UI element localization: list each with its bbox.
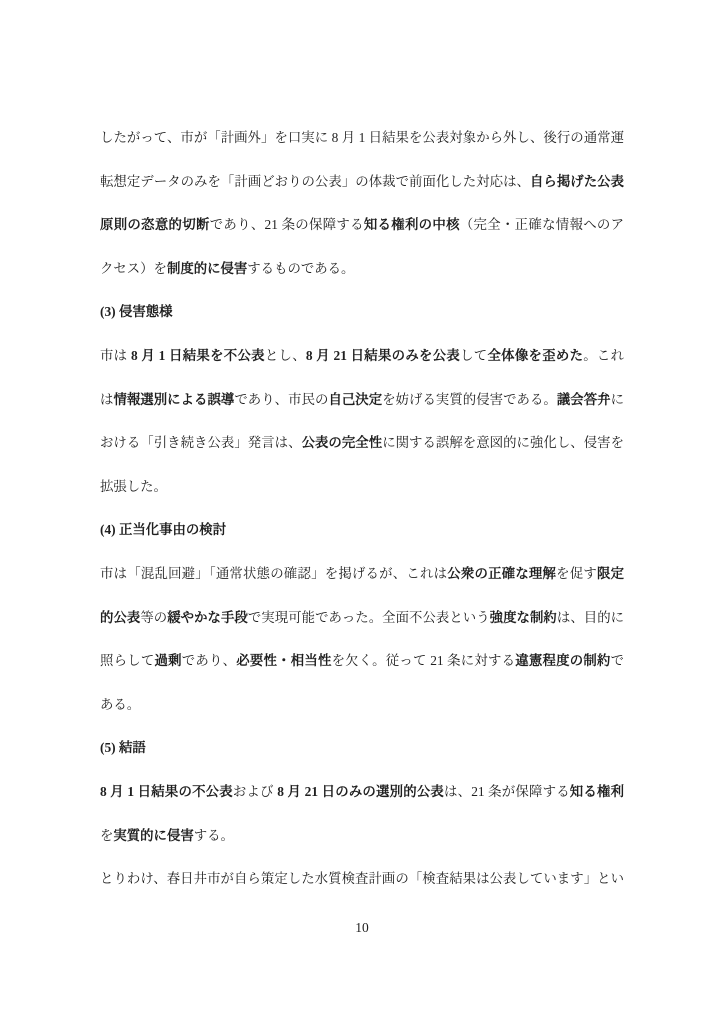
- emphasized-text: 緩やかな手段: [167, 609, 248, 625]
- body-text: は: [100, 391, 114, 407]
- emphasized-text: 8 月 1 日結果の不公表: [100, 783, 233, 799]
- paragraph-line: [100, 857, 624, 901]
- body-text: する。: [193, 827, 234, 843]
- body-text: するものである。: [247, 260, 355, 276]
- emphasized-text: 全体像を歪めた: [487, 347, 584, 363]
- emphasized-text: 知る権利の中核: [363, 217, 460, 233]
- emphasized-text: 原則の恣意的切断: [100, 217, 210, 233]
- paragraph-line: [100, 160, 624, 204]
- emphasized-text: 8 月 1 日結果を不公表: [131, 347, 265, 363]
- section-heading: [100, 726, 624, 770]
- paragraph-line: [100, 552, 624, 596]
- emphasized-text: 公表の完全性: [301, 435, 383, 451]
- body-text: であり、: [181, 653, 237, 669]
- paragraph-line: [100, 596, 624, 640]
- body-text: とりわけ、春日井市が自ら策定した水質検査計画の「検査結果は公表しています」とい: [100, 871, 624, 887]
- paragraph-line: [100, 814, 624, 858]
- emphasized-text: 実質的に侵害: [113, 827, 194, 843]
- body-text: を妨げる実質的侵害である。: [382, 391, 557, 407]
- paragraph-line: [100, 639, 624, 683]
- body-text: で: [610, 653, 624, 669]
- paragraph-line: [100, 247, 624, 291]
- body-text: を促す: [556, 565, 597, 581]
- paragraph-line: [100, 378, 624, 422]
- emphasized-text: (5) 結語: [100, 740, 146, 756]
- page-number: 10: [355, 920, 369, 935]
- body-text: ある。: [100, 696, 141, 712]
- body-text: 市は「混乱回避」「通常状態の確認」を掲げるが、これは: [100, 565, 448, 581]
- body-text: 転想定データのみを「計画どおりの公表」の体裁で前面化した対応は、: [100, 173, 530, 189]
- emphasized-text: 自己決定: [328, 391, 383, 407]
- body-text: 市は: [100, 347, 132, 363]
- body-text: であり、21 条の保障する: [209, 217, 364, 233]
- body-text: で実現可能であった。全面不公表という: [247, 609, 490, 625]
- body-text: 等の: [140, 609, 168, 625]
- emphasized-text: 強度な制約: [489, 609, 557, 625]
- emphasized-text: 8 月 21 日のみの選別的公表: [277, 783, 445, 799]
- emphasized-text: 議会答弁: [556, 391, 611, 407]
- emphasized-text: 必要性・相当性: [236, 653, 332, 669]
- emphasized-text: 制度的に侵害: [166, 260, 248, 276]
- body-text: であり、市民の: [234, 391, 329, 407]
- emphasized-text: 違憲程度の制約: [515, 653, 611, 669]
- body-text: は、21 条が保障する: [444, 783, 570, 799]
- body-text: 。これ: [583, 347, 624, 363]
- body-text: を: [100, 827, 114, 843]
- paragraph-line: [100, 421, 624, 465]
- body-text: して: [460, 347, 488, 363]
- paragraph-line: [100, 770, 624, 814]
- emphasized-text: 自ら掲げた公表: [529, 173, 624, 189]
- body-text: に関する誤解を意図的に強化し、侵害を: [382, 435, 624, 451]
- body-text: 照らして: [100, 653, 155, 669]
- emphasized-text: 的公表: [100, 609, 141, 625]
- emphasized-text: 知る権利: [569, 783, 624, 799]
- document-body: [100, 116, 624, 901]
- body-text: おける「引き続き公表」発言は、: [100, 435, 302, 451]
- paragraph-line: [100, 465, 624, 509]
- body-text: クセス）を: [100, 260, 167, 276]
- section-heading: [100, 290, 624, 334]
- body-text: に: [610, 391, 624, 407]
- emphasized-text: 8 月 21 日結果のみを公表: [305, 347, 461, 363]
- emphasized-text: 過剰: [154, 653, 182, 669]
- paragraph-line: [100, 683, 624, 727]
- emphasized-text: (4) 正当化事由の検討: [100, 522, 227, 538]
- body-text: を欠く。従って 21 条に対する: [331, 653, 516, 669]
- body-text: は、目的に: [556, 609, 624, 625]
- paragraph-line: [100, 334, 624, 378]
- paragraph-line: [100, 116, 624, 160]
- body-text: 拡張した。: [100, 478, 167, 494]
- body-text: （完全・正確な情報へのア: [459, 217, 624, 233]
- body-text: とし、: [264, 347, 306, 363]
- body-text: および: [232, 783, 278, 799]
- section-heading: [100, 508, 624, 552]
- emphasized-text: 公衆の正確な理解: [447, 565, 557, 581]
- page-footer: [0, 918, 724, 938]
- paragraph-line: [100, 203, 624, 247]
- emphasized-text: (3) 侵害態様: [100, 304, 173, 320]
- emphasized-text: 限定: [597, 565, 624, 581]
- emphasized-text: 情報選別による誤導: [113, 391, 235, 407]
- body-text: したがって、市が「計画外」を口実に 8 月 1 日結果を公表対象から外し、後行の通常運: [100, 130, 624, 145]
